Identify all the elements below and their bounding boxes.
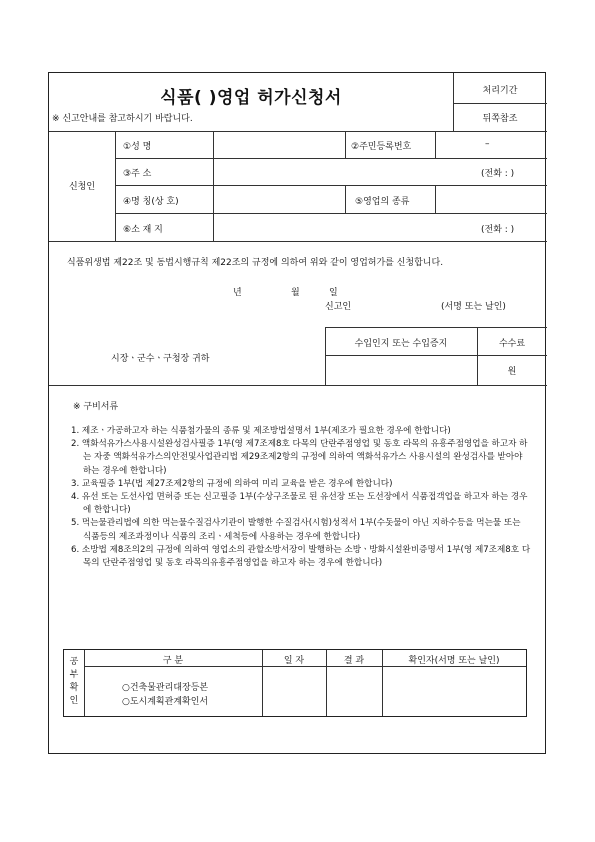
name-field[interactable] <box>215 133 343 156</box>
location-field[interactable] <box>215 215 475 239</box>
verification-item-building: ○건축물관리대장등본 <box>122 683 209 693</box>
form-title: 식품( )영업 허가신청서 <box>160 88 342 108</box>
address-label: ③주 소 <box>123 169 152 179</box>
documents-list <box>71 425 531 570</box>
document-item: 3. 교육필증 1부(법 제27조제2항의 규정에 의하여 미리 교육을 받은 경우에 한합니다) <box>71 478 393 489</box>
fee-label: 수수료 <box>498 339 526 349</box>
date-month: 월 <box>291 288 300 298</box>
business-name-label: ④명 칭(상 호) <box>123 197 179 207</box>
document-item: 5. 먹는물관리법에 의한 먹는물수질검사기관이 발행한 수질검사(시험)성적서 1부(수돗물이 아닌 지하수등을 먹는물 또는 식품등의 제조과정이나 식품의 조리ㆍ세척등에 사용하는 경우에 한합니다) <box>71 518 521 542</box>
id-number-field[interactable]: – <box>485 139 490 149</box>
application-form <box>48 72 546 754</box>
verification-item-urban-plan: ○도시계획관계확인서 <box>122 697 209 707</box>
applicant-signature-label: 신고인 <box>325 302 352 312</box>
address-field[interactable] <box>215 160 475 183</box>
location-label: ⑥소 재 지 <box>123 225 163 235</box>
document-item: 2. 액화석유가스사용시설완성검사필증 1부(영 제7조제8호 다목의 단란주점영업 및 동호 라목의 유흥주점영업을 하고자 하는 자중 액화석유가스의안전및사업관리법 제29조제2항의 규정에 의하여 액화석유가스 사용시설의 완성검사를 받아야 하는 경우에 한합니다) <box>71 439 528 476</box>
location-phone-label: (전화 : ) <box>481 225 515 235</box>
signature-placeholder[interactable]: (서명 또는 날인) <box>441 302 506 312</box>
verification-header-category: 구 분 <box>162 656 184 666</box>
verification-header-result: 결 과 <box>343 656 365 666</box>
documents-heading: ※ 구비서류 <box>73 402 119 412</box>
document-item: 1. 제조ㆍ가공하고자 하는 식품첨가물의 종류 및 제조방법설명서 1부(제조가 필요한 경우에 한합니다) <box>71 426 451 436</box>
date-day: 일 <box>329 288 338 298</box>
recipient: 시장ㆍ군수ㆍ구청장 귀하 <box>111 354 210 364</box>
business-name-field[interactable] <box>215 187 343 211</box>
processing-period-label: 처리기간 <box>482 86 518 96</box>
statement-text: 식품위생법 제22조 및 동법시행규칙 제22조의 규정에 의하여 위와 같이 영업허가를 신청합니다. <box>67 258 444 268</box>
business-type-label: ⑤영업의 종류 <box>355 197 410 207</box>
guide-note: ※ 신고안내를 참고하시기 바랍니다. <box>52 114 193 124</box>
verification-header-date: 일 자 <box>283 656 305 666</box>
name-label: ①성 명 <box>123 142 152 152</box>
verification-table <box>63 649 527 717</box>
fee-unit: 원 <box>507 367 517 377</box>
applicant-group-label: 신청인 <box>68 182 96 192</box>
date-year: 년 <box>233 288 242 298</box>
document-item: 4. 유선 또는 도선사업 면허증 또는 신고필증 1부(수상구조물로 된 유선장 또는 도선장에서 식품접객업을 하고자 하는 경우에 한합니다) <box>71 492 528 516</box>
document-item: 6. 소방법 제8조의2의 규정에 의하여 영업소의 관할소방서장이 발행하는 소방ㆍ방화시설완비증명서 1부(영 제7조제8호 다목의 단란주점영업 및 동호 라목의유흥주점영업을 하고자 하는 경우에 한합니다) <box>71 544 531 569</box>
processing-period-value: 뒤쪽참조 <box>482 114 518 124</box>
address-phone-label: (전화 : ) <box>481 169 515 179</box>
verification-header-confirmer: 확인자(서명 또는 날인) <box>408 656 500 666</box>
verification-side-label: 공부확인 <box>69 657 79 706</box>
id-number-label: ②주민등록번호 <box>351 142 412 152</box>
stamp-area[interactable] <box>327 357 475 383</box>
business-type-field[interactable] <box>437 187 545 211</box>
stamp-label: 수입인지 또는 수입증지 <box>354 339 448 349</box>
